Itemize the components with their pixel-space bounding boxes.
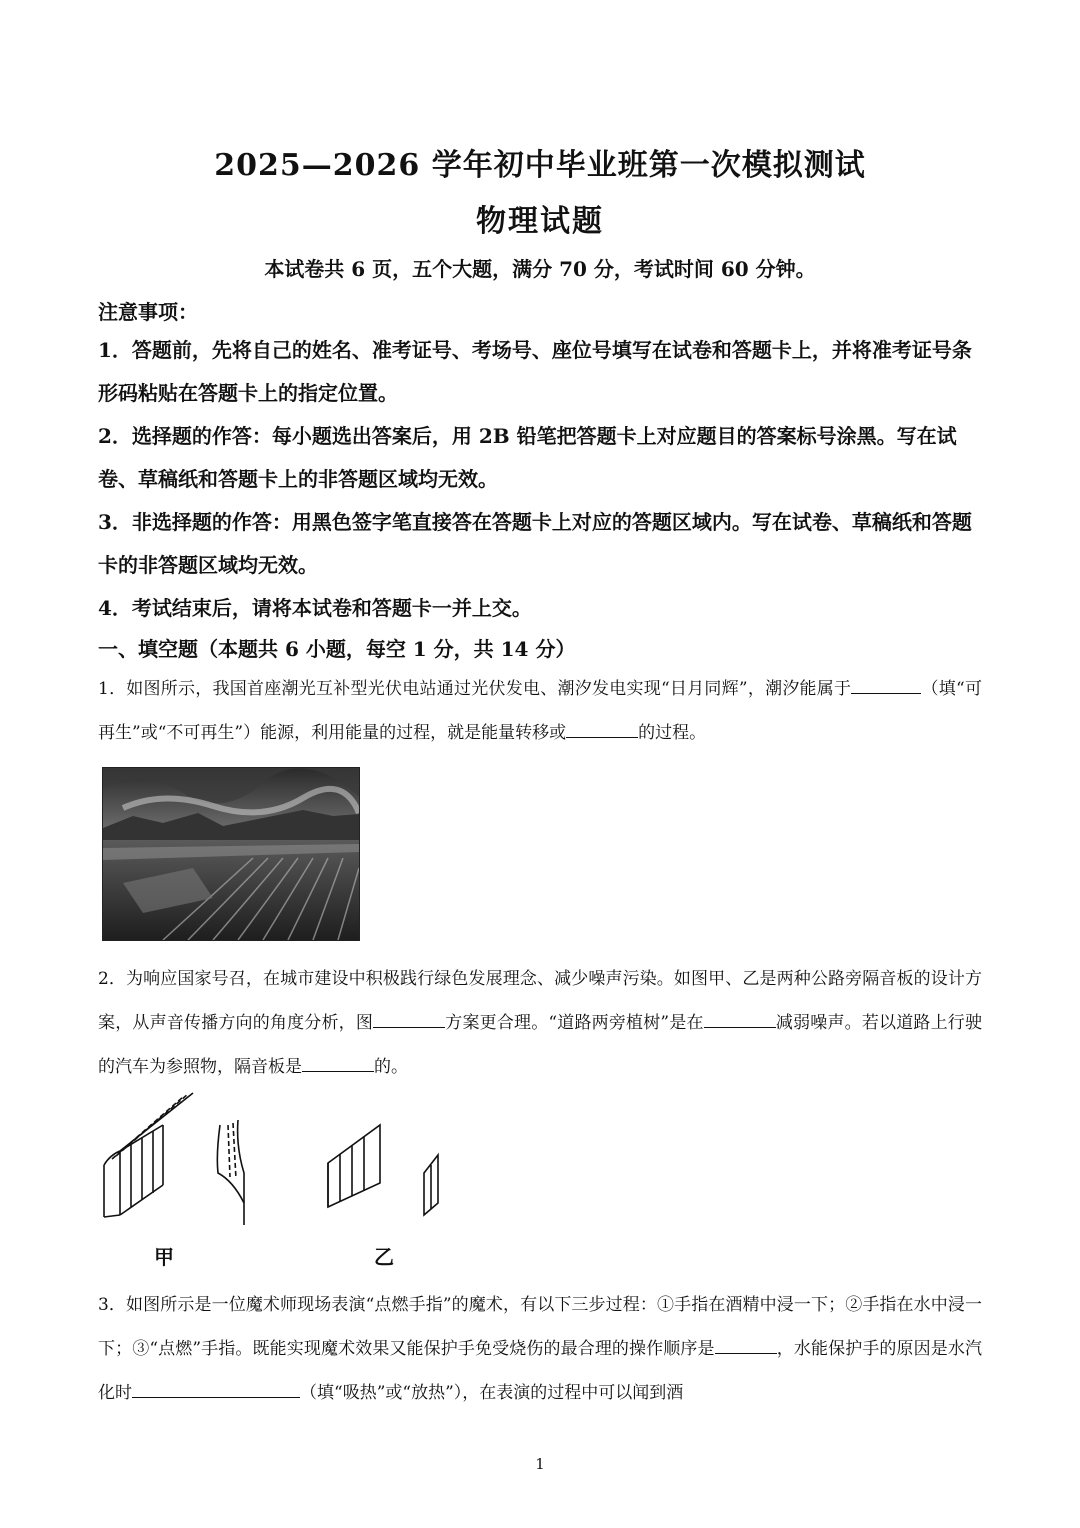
figure-label-b: 乙: [374, 1245, 394, 1269]
answer-blank: [715, 1335, 777, 1354]
q2-text: 的。: [374, 1057, 408, 1077]
note-item: 1．答题前，先将自己的姓名、准考证号、考场号、座位号填写在试卷和答题卡上，并将准考证号条形码粘贴在答题卡上的指定位置。: [98, 338, 972, 405]
note-item: 4．考试结束后，请将本试卷和答题卡一并上交。: [98, 596, 532, 620]
answer-blank: [851, 675, 921, 694]
sound-barrier-diagram: [98, 1085, 458, 1275]
section-heading: 一、填空题（本题共 6 小题，每空 1 分，共 14 分）: [98, 637, 576, 661]
q3-text: （填“吸热”或“放热”），在表演的过程中可以闻到酒: [300, 1383, 684, 1403]
q3-text: ，水能保护手的原因是水汽化时: [98, 1339, 982, 1403]
q3-text: 3．如图所示是一位魔术师现场表演“点燃手指”的魔术，有以下三步过程：①手指在酒精中浸一下；②手指在水中浸一下；③“点燃”手指。既能实现魔术效果又能保护手免受烧伤的最合理的操作顺序是: [98, 1295, 982, 1359]
answer-blank: [704, 1009, 776, 1028]
q1-text: （填“可再生”或“不可再生”）能源，利用能量的过程，就是能量转移或: [98, 679, 982, 743]
note-item: 2．选择题的作答：每小题选出答案后，用 2B 铅笔把答题卡上对应题目的答案标号涂黑。写在试卷、草稿纸和答题卡上的非答题区域均无效。: [98, 424, 957, 491]
exam-title: 2025—2026 学年初中毕业班第一次模拟测试: [214, 148, 866, 183]
answer-blank: [373, 1009, 445, 1028]
question-3: [98, 1283, 982, 1415]
question-2: [98, 957, 982, 1089]
q1-text: 1．如图所示，我国首座潮光互补型光伏电站通过光伏发电、潮汐发电实现“日月同辉”，潮汐能属于: [98, 679, 852, 699]
answer-blank: [566, 719, 638, 738]
answer-blank: [132, 1379, 300, 1398]
figure-label-a: 甲: [154, 1245, 174, 1269]
power-station-photo: [102, 767, 360, 941]
q2-text: 2．为响应国家号召，在城市建设中积极践行绿色发展理念、减少噪声污染。如图甲、乙是两种公路旁隔音板的设计方案，从声音传播方向的角度分析，图: [98, 969, 982, 1033]
exam-subtitle: 物理试题: [476, 204, 604, 239]
exam-info: 本试卷共 6 页，五个大题，满分 70 分，考试时间 60 分钟。: [264, 257, 816, 281]
answer-blank: [302, 1053, 374, 1072]
note-item: 3．非选择题的作答：用黑色签字笔直接答在答题卡上对应的答题区域内。写在试卷、草稿纸和答题卡的非答题区域均无效。: [98, 510, 972, 577]
question-1: [98, 667, 982, 755]
q1-text: 的过程。: [638, 723, 707, 743]
page-number: 1: [535, 1455, 545, 1473]
q2-text: 方案更合理。“道路两旁植树”是在: [445, 1013, 704, 1033]
notes-heading: 注意事项：: [98, 300, 198, 324]
q2-text: 减弱噪声。若以道路上行驶的汽车为参照物，隔音板是: [98, 1013, 982, 1077]
